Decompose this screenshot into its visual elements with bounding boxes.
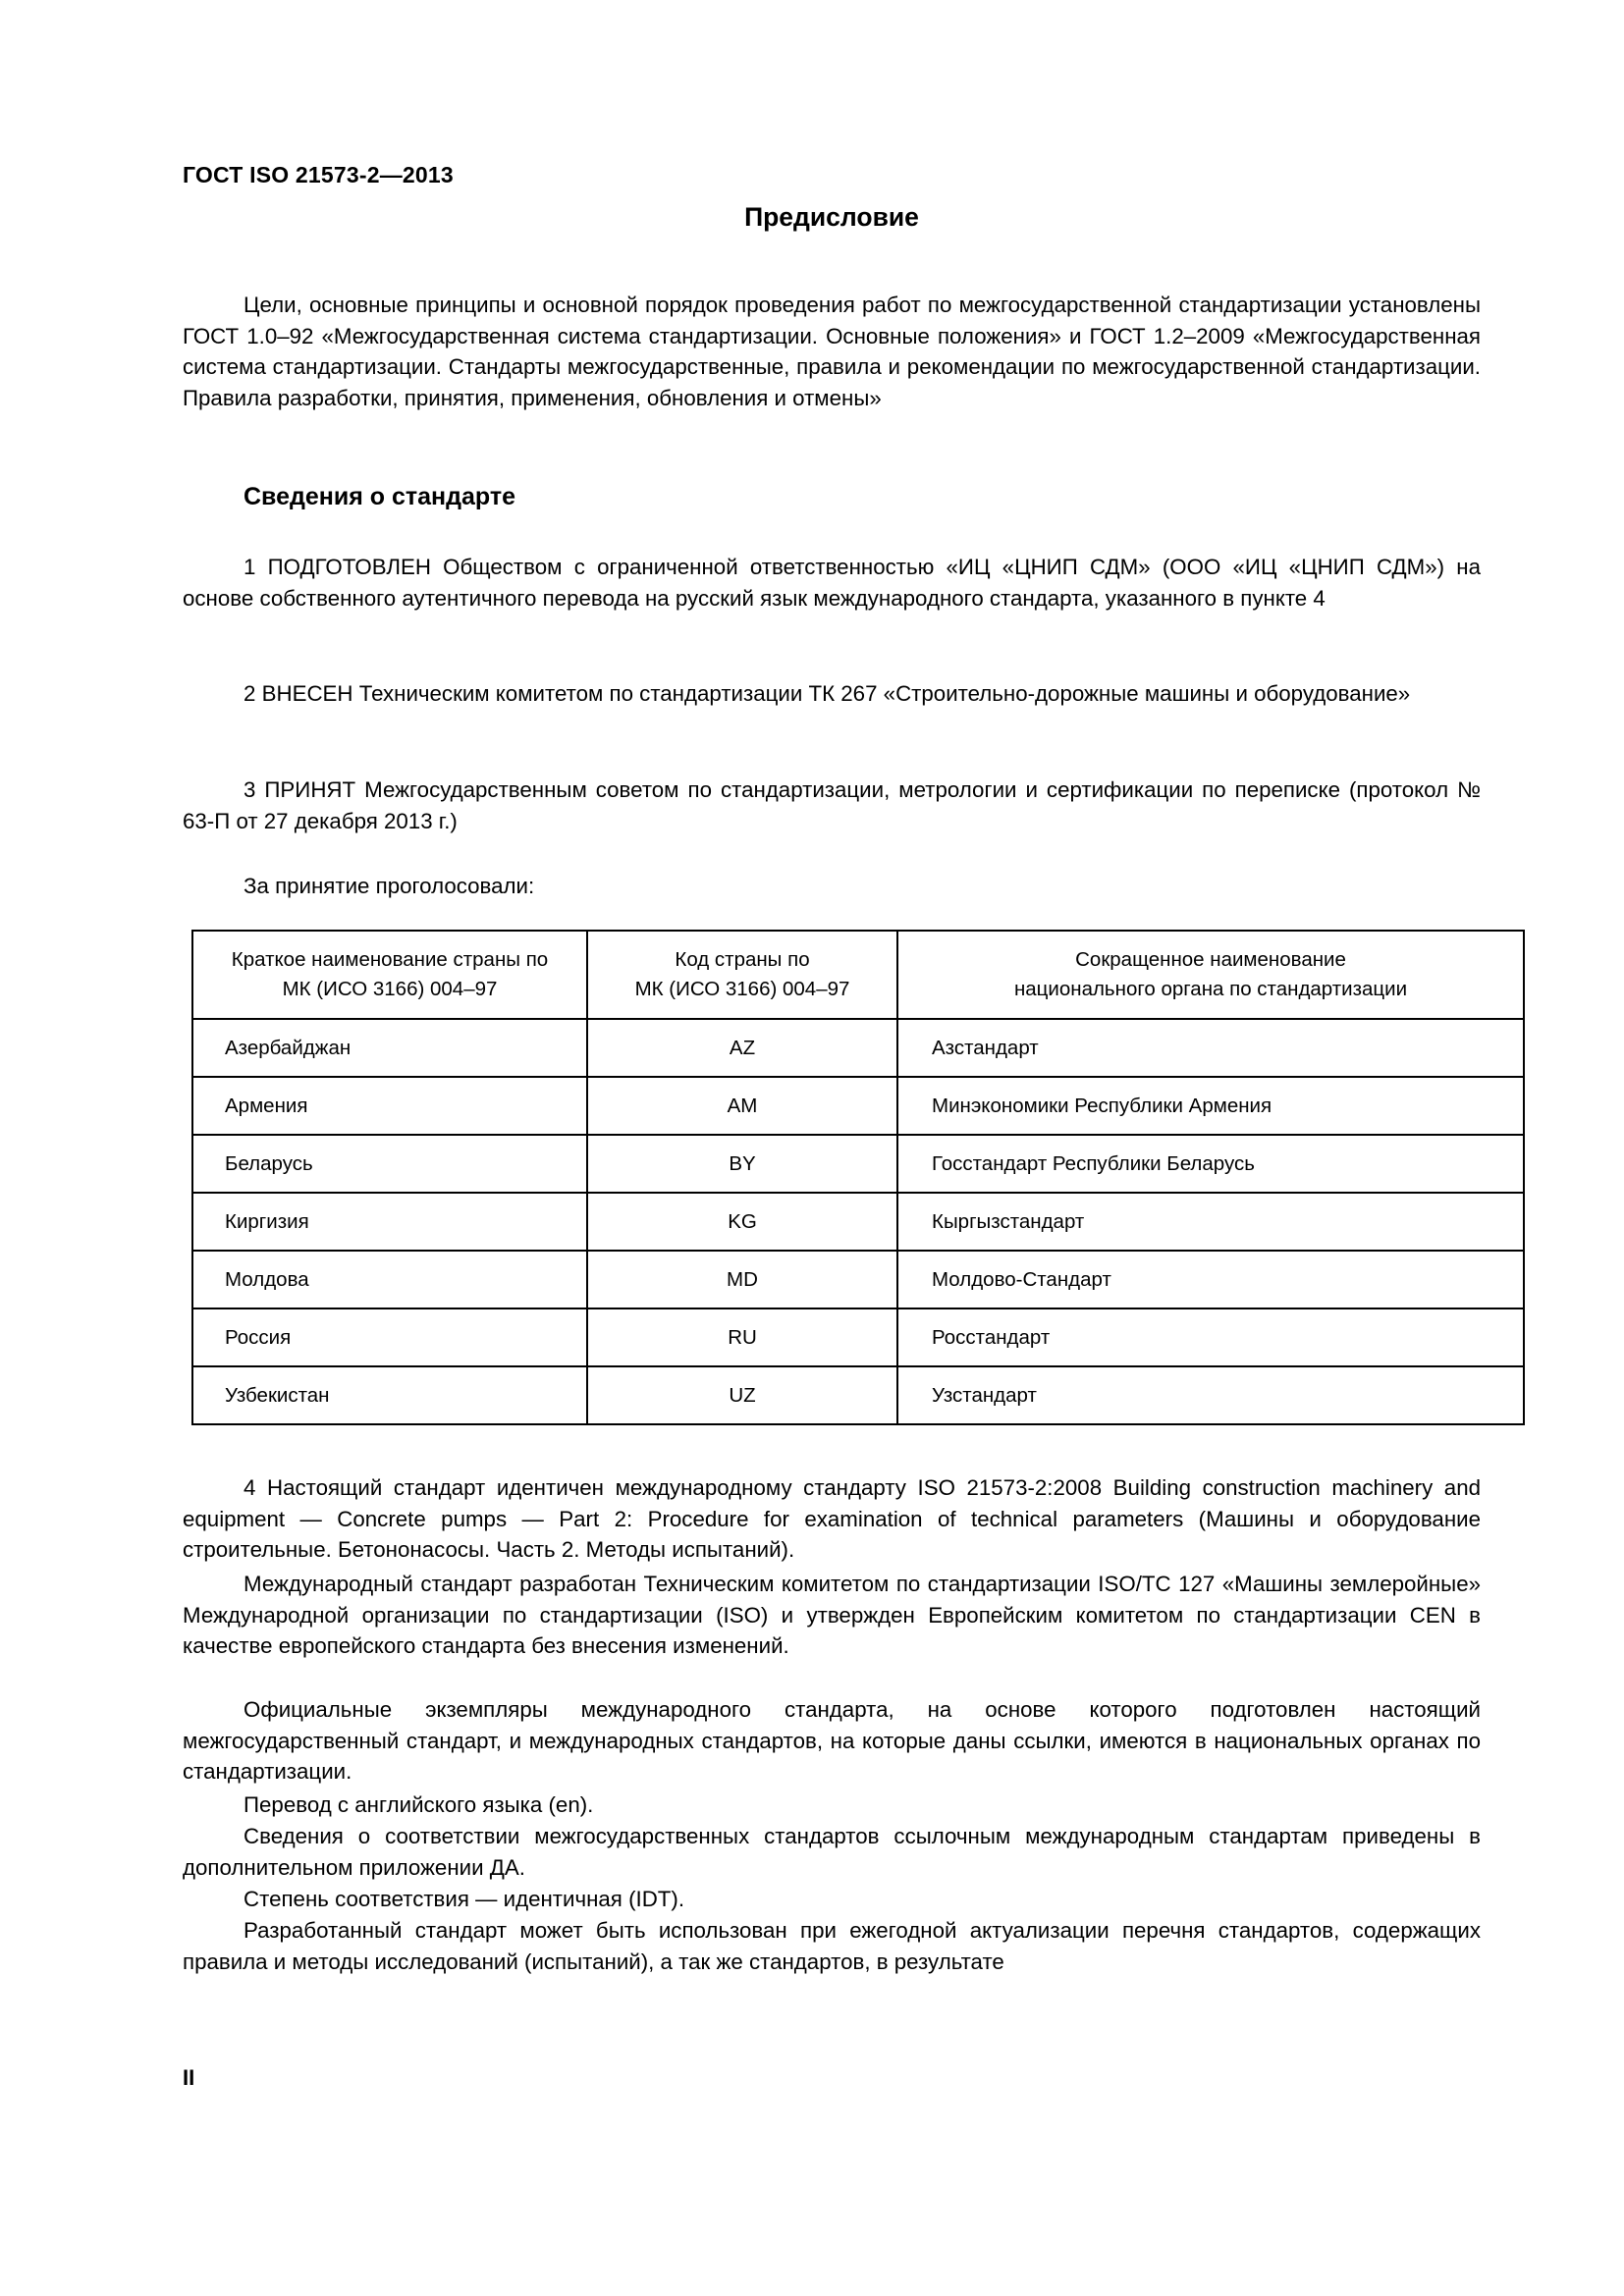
note-developed-standard: Разработанный стандарт может быть использован при ежегодной актуализации перечня стандартов, содержащих правила и методы исследований (испытаний), а так же стандартов, в результате	[183, 1918, 1481, 1974]
cell-body: Росстандарт	[897, 1308, 1524, 1366]
note-translation: Перевод с английского языка (en).	[244, 1792, 594, 1817]
voting-countries-table	[191, 930, 1525, 1425]
note-item-4: 4 Настоящий стандарт идентичен международному стандарту ISO 21573-2:2008 Building construction machinery and equipment — Concrete pumps — Part 2: Procedure for examination of technical parameters (Машины и оборудование строительные. Бетононасосы. Часть 2. Методы испытаний).	[183, 1475, 1481, 1562]
foreword-paragraph-1: Цели, основные принципы и основной порядок проведения работ по межгосударственной стандартизации установлены ГОСТ 1.0–92 «Межгосударственная система стандартизации. Основные положения» и ГОСТ 1.2–2009 «Межгосударственная система стандартизации. Стандарты межгосударственные, правила и рекомендации по межгосударственной стандартизации. Правила разработки, принятия, применения, обновления и отмены»	[183, 293, 1481, 410]
cell-code: UZ	[587, 1366, 897, 1424]
cell-country: Россия	[192, 1308, 587, 1366]
table-row	[192, 1135, 1524, 1193]
cell-code: AM	[587, 1077, 897, 1135]
note-international-standard: Международный стандарт разработан Техническим комитетом по стандартизации ISO/TC 127 «Машины землеройные» Международной организации по стандартизации (ISO) и утвержден Европейским комитетом по стандартизации CEN в качестве европейского стандарта без внесения изменений.	[183, 1572, 1481, 1658]
cell-code: AZ	[587, 1019, 897, 1077]
page-number: II	[183, 2065, 195, 2090]
header-line-1: Код страны по	[675, 948, 810, 971]
standard-info-item-2: 2 ВНЕСЕН Техническим комитетом по стандартизации ТК 267 «Строительно-дорожные машины и оборудование»	[244, 681, 1411, 706]
note-official-copies: Официальные экземпляры международного стандарта, на основе которого подготовлен настоящий межгосударственный стандарт, и международных стандартов, на которые даны ссылки, имеются в национальных органах по стандартизации.	[183, 1697, 1481, 1784]
vote-intro-text: За принятие проголосовали:	[244, 874, 535, 898]
cell-body: Госстандарт Республики Беларусь	[897, 1135, 1524, 1193]
cell-country: Беларусь	[192, 1135, 587, 1193]
cell-country: Молдова	[192, 1251, 587, 1308]
cell-country: Армения	[192, 1077, 587, 1135]
cell-code: RU	[587, 1308, 897, 1366]
table-header-country-code	[587, 931, 897, 1019]
cell-country: Азербайджан	[192, 1019, 587, 1077]
table-header-row	[192, 931, 1524, 1019]
table-row	[192, 1019, 1524, 1077]
cell-code: BY	[587, 1135, 897, 1193]
note-conformity-info: Сведения о соответствии межгосударственных стандартов ссылочным международным стандартам приведены в дополнительном приложении ДА.	[183, 1824, 1481, 1880]
document-header-standard-id: ГОСТ ISO 21573-2—2013	[183, 162, 454, 187]
cell-body: Узстандарт	[897, 1366, 1524, 1424]
table-row	[192, 1077, 1524, 1135]
section-heading-standard-info: Сведения о стандарте	[244, 483, 516, 510]
cell-body: Кыргызстандарт	[897, 1193, 1524, 1251]
cell-code: MD	[587, 1251, 897, 1308]
cell-body: Минэкономики Республики Армения	[897, 1077, 1524, 1135]
table-row	[192, 1308, 1524, 1366]
cell-country: Узбекистан	[192, 1366, 587, 1424]
table-row	[192, 1251, 1524, 1308]
table-header-national-body	[897, 931, 1524, 1019]
standard-info-item-3: 3 ПРИНЯТ Межгосударственным советом по стандартизации, метрологии и сертификации по переписке (протокол № 63-П от 27 декабря 2013 г.)	[183, 777, 1481, 833]
header-line-1: Сокращенное наименование	[1075, 948, 1346, 971]
table-header-country-name	[192, 931, 587, 1019]
header-line-2: национального органа по стандартизации	[1013, 978, 1408, 1000]
standard-info-item-1: 1 ПОДГОТОВЛЕН Обществом с ограниченной ответственностью «ИЦ «ЦНИП СДМ» (ООО «ИЦ «ЦНИП СДМ») на основе собственного аутентичного перевода на русский язык международного стандарта, указанного в пункте 4	[183, 555, 1481, 611]
header-line-2: МК (ИСО 3166) 004–97	[282, 978, 498, 1000]
header-line-2: МК (ИСО 3166) 004–97	[634, 978, 850, 1000]
cell-body: Молдово-Стандарт	[897, 1251, 1524, 1308]
cell-country: Киргизия	[192, 1193, 587, 1251]
cell-body: Азстандарт	[897, 1019, 1524, 1077]
note-degree-of-conformity: Степень соответствия — идентичная (IDT).	[244, 1887, 685, 1911]
header-line-1: Краткое наименование страны по	[231, 948, 549, 971]
cell-code: KG	[587, 1193, 897, 1251]
table-row	[192, 1366, 1524, 1424]
page-title-foreword: Предисловие	[744, 202, 919, 232]
table-row	[192, 1193, 1524, 1251]
